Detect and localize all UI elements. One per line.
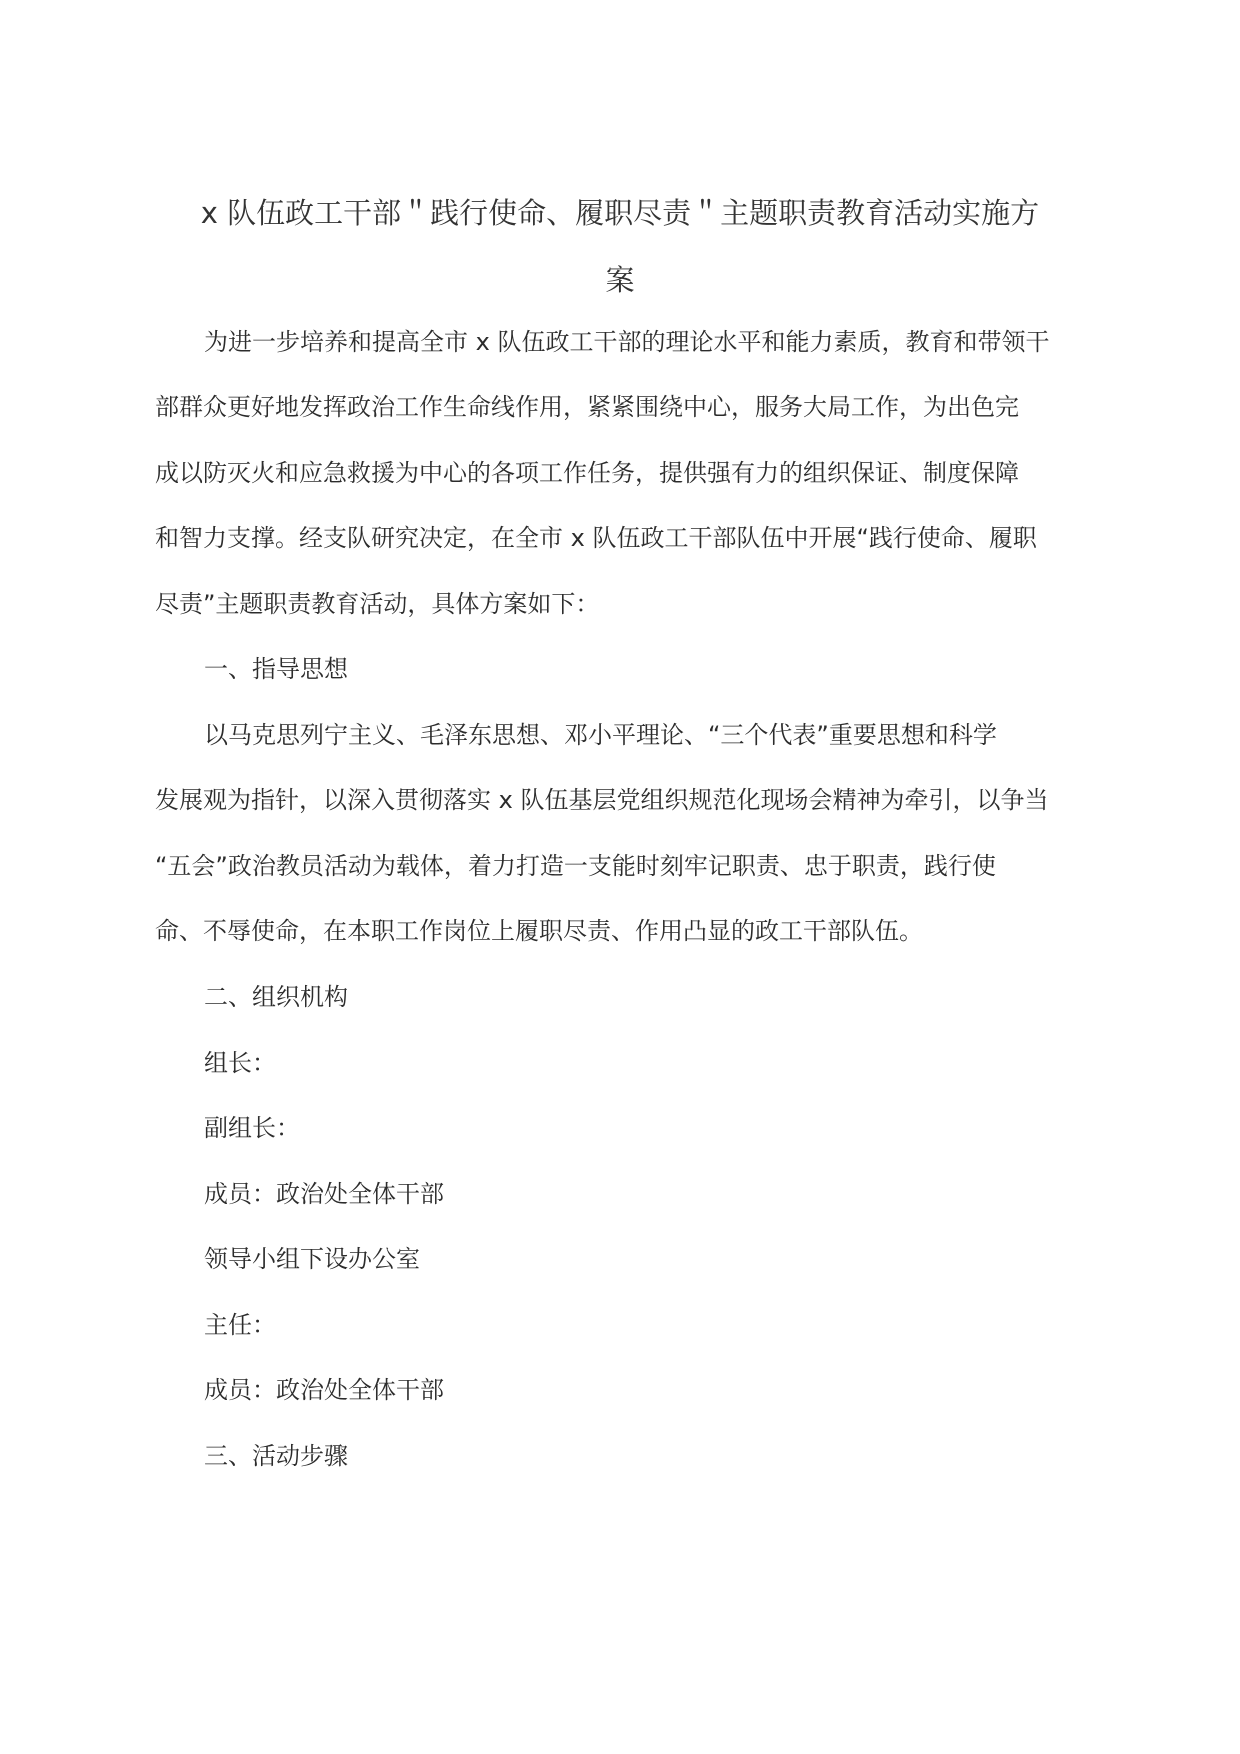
intro-paragraph-line-1: 为进一步培养和提高全市 x 队伍政工干部的理论水平和能力素质，教育和带领干 — [204, 328, 1050, 356]
group-leader-line: 组长： — [204, 1049, 276, 1077]
members-line-1: 成员：政治处全体干部 — [204, 1180, 444, 1208]
document-title-line-2: 案 — [605, 263, 635, 297]
intro-paragraph-line-3: 成以防灭火和应急救援为中心的各项工作任务，提供强有力的组织保证、制度保障 — [155, 459, 1019, 487]
section-1-heading: 一、指导思想 — [204, 655, 348, 683]
section-1-paragraph-line-1: 以马克思列宁主义、毛泽东思想、邓小平理论、“三个代表”重要思想和科学 — [204, 721, 997, 749]
director-line: 主任： — [204, 1311, 276, 1339]
section-1-paragraph-line-3: “五会”政治教员活动为载体，着力打造一支能时刻牢记职责、忠于职责，践行使 — [155, 852, 996, 880]
section-1-paragraph-line-4: 命、不辱使命，在本职工作岗位上履职尽责、作用凸显的政工干部队伍。 — [155, 917, 923, 945]
intro-paragraph-line-5: 尽责”主题职责教育活动，具体方案如下： — [155, 590, 600, 618]
section-1-paragraph-line-2: 发展观为指针，以深入贯彻落实 x 队伍基层党组织规范化现场会精神为牵引，以争当 — [155, 786, 1049, 814]
members-line-2: 成员：政治处全体干部 — [204, 1376, 444, 1404]
document-title-line-1: x 队伍政工干部＂践行使命、履职尽责＂主题职责教育活动实施方 — [200, 196, 1040, 230]
section-3-heading: 三、活动步骤 — [204, 1442, 348, 1470]
intro-paragraph-line-2: 部群众更好地发挥政治工作生命线作用，紧紧围绕中心，服务大局工作，为出色完 — [155, 393, 1019, 421]
office-line: 领导小组下设办公室 — [204, 1245, 420, 1273]
deputy-leader-line: 副组长： — [204, 1114, 300, 1142]
intro-paragraph-line-4: 和智力支撑。经支队研究决定，在全市 x 队伍政工干部队伍中开展“践行使命、履职 — [155, 524, 1037, 552]
section-2-heading: 二、组织机构 — [204, 983, 348, 1011]
